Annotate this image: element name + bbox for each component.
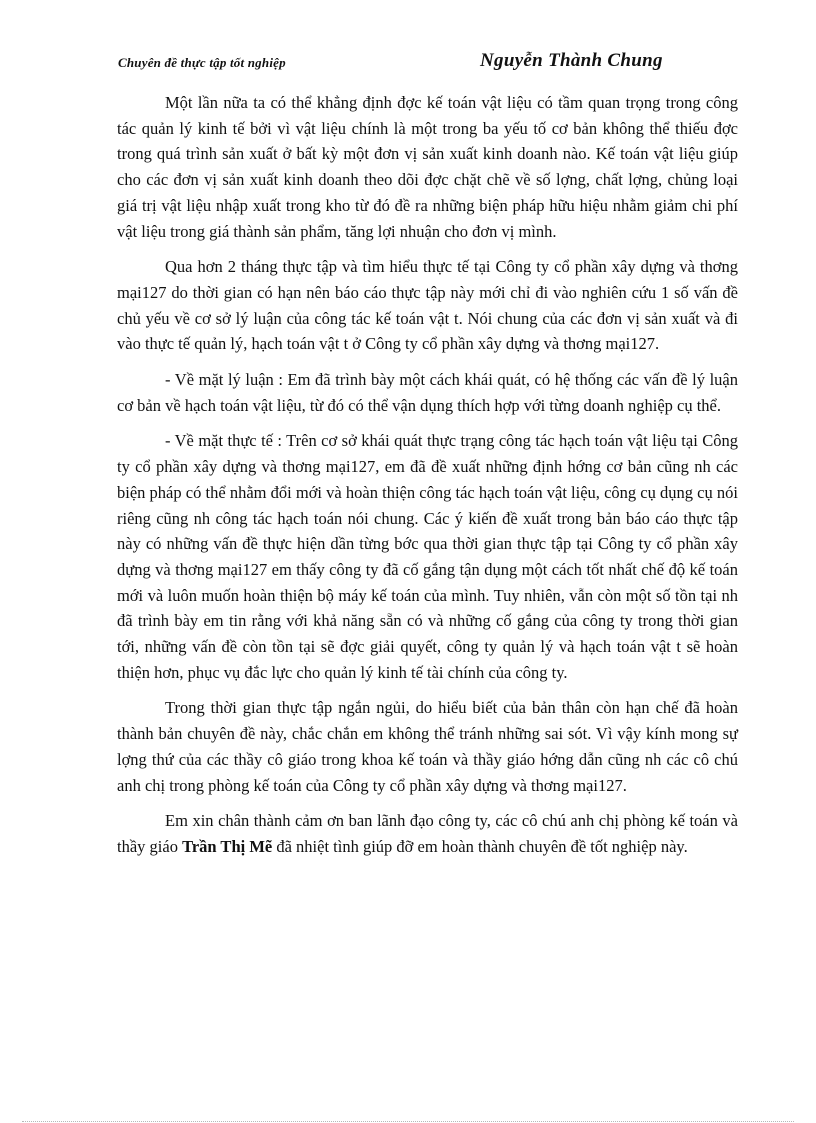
author-name: Nguyễn Thành Chung [480,50,663,71]
page-bottom-rule [22,1121,794,1122]
paragraph-theory: - Về mặt lý luận : Em đã trình bày một cách khái quát, có hệ thống các vấn đề lý luận cơ bản về hạch toán vật liệu, từ đó có thể vận dụng thích hợp với từng doanh nghiệp cụ thể. [117,370,738,415]
advisor-name: Trần Thị Mẽ [182,836,273,856]
document-title: Chuyên đề thực tập tốt nghiệp [118,55,286,70]
thanks-text-after: đã nhiệt tình giúp đỡ em hoàn thành chuyên đề tốt nghiệp này. [272,836,688,856]
paragraph-limitations: Trong thời gian thực tập ngắn ngủi, do hiểu biết của bản thân còn hạn chế đã hoàn thành bản chuyên đề này, chắc chắn em không thể tránh những sai sót. Vì vậy kính mong sự lợng thứ của các thầy cô giáo trong khoa kế toán và thầy giáo hớng dẫn cũng nh các cô chú anh chị trong phòng kế toán của Công ty cổ phần xây dựng và thơng mại127. [117,698,738,795]
thanks-text-before: Em xin chân thành cảm ơn ban lãnh đạo công ty, các cô chú anh chị phòng kế toán và thầy giáo [117,811,738,856]
paragraph-practice: - Về mặt thực tế : Trên cơ sở khái quát thực trạng công tác hạch toán vật liệu tại Công ty cổ phần xây dựng và thơng mại127, em đã đề xuất những định hớng cơ bản cũng nh các biện pháp có thể nhằm đổi mới và hoàn thiện công tác hạch toán vật liệu, công cụ dụng cụ nói riêng cũng nh công tác hạch toán nói chung. Các ý kiến đề xuất trong bản báo cáo thực tập này có những vấn đề thực hiện dần từng bớc qua thời gian thực tập tại Công ty cổ phần xây dựng và thơng mại127 em thấy công ty đã cố gắng tận dụng một cách tốt nhất chế độ kế toán mới và luôn muốn hoàn thiện bộ máy kế toán của mình. Tuy nhiên, vẫn còn một số tồn tại nh đã trình bày em tin rằng với khả năng sẵn có và những cố gắng của công ty trong thời gian tới, những vấn đề còn tồn tại sẽ đợc giải quyết, công ty quản lý và hạch toán vật t sẽ hoàn thiện hơn, phục vụ đắc lực cho quản lý kinh tế tài chính của công ty. [117,431,738,682]
paragraph-thanks [117,808,738,859]
page-header [118,50,718,78]
document-body [117,90,738,870]
paragraph-conclusion-importance: Một lần nữa ta có thể khẳng định đợc kế toán vật liệu có tầm quan trọng trong công tác quản lý kinh tế bởi vì vật liệu chính là một trong ba yếu tố cơ bản không thể thiếu đợc trong quá trình sản xuất ở bất kỳ một đơn vị sản xuất kinh doanh nào. Kế toán vật liệu giúp cho các đơn vị sản xuất kinh doanh theo dõi đợc chặt chẽ về số lợng, chất lợng, chủng loại giá trị vật liệu nhập xuất trong kho từ đó đề ra những biện pháp hữu hiệu nhằm giảm chi phí vật liệu trong giá thành sản phẩm, tăng lợi nhuận cho đơn vị mình. [117,93,738,241]
paragraph-internship-scope: Qua hơn 2 tháng thực tập và tìm hiểu thực tế tại Công ty cổ phần xây dựng và thơng mại127 do thời gian có hạn nên báo cáo thực tập này mới chỉ đi vào nghiên cứu 1 số vấn đề chủ yếu về cơ sở lý luận của công tác kế toán vật t. Nói chung của các đơn vị sản xuất và đi vào thực tế quản lý, hạch toán vật t ở Công ty cổ phần xây dựng và thơng mại127. [117,257,738,354]
